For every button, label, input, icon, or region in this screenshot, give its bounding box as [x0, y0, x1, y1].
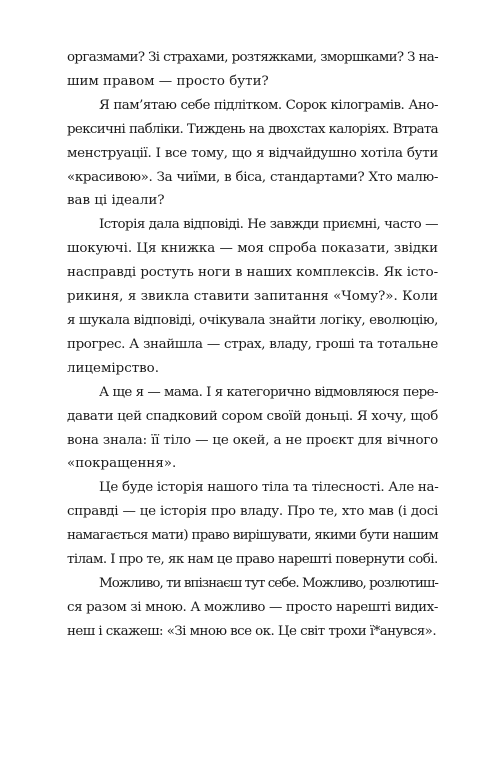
text-line: ся разом зі мною. А можливо — просто нарешті видих- — [67, 599, 438, 615]
text-line: вона знала: її тіло — це окей, а не проєкт для вічного — [67, 432, 438, 448]
text-line: справді — це історія про владу. Про те, хто мав (і досі — [67, 504, 438, 520]
text-line: Можливо, ти впізнаєш тут себе. Можливо, розлютиш- — [99, 575, 438, 591]
text-line: тілам. І про те, як нам це право нарешті повернути собі. — [67, 552, 438, 568]
text-line: «покращення». — [67, 456, 177, 472]
text-line: Історія дала відповіді. Не завжди приємні, часто — — [99, 217, 438, 233]
text-line: шим правом — просто бути? — [67, 73, 269, 89]
text-line: шокуючі. Ця книжка — моя спроба показати, звідки — [67, 241, 438, 257]
text-line: рикиня, я звикла ставити запитання «Чому?». Коли — [67, 289, 438, 305]
text-line: неш і скажеш: «Зі мною все ок. Це світ трохи ї*анувся». — [67, 623, 437, 639]
text-line: А ще я — мама. І я категорично відмовляюся пере- — [99, 384, 438, 400]
text-line: рексичні пабліки. Тиждень на двохстах калоріях. Втрата — [67, 121, 438, 137]
text-line: намагається мати) право вирішувати, якими бути нашим — [67, 528, 438, 544]
text-line: лицемірство. — [67, 360, 160, 376]
text-line: оргазмами? Зі страхами, розтяжками, зморшками? З на- — [67, 50, 438, 65]
text-line: «красивою». За чиїми, в біса, стандартами? Хто малю- — [67, 169, 438, 185]
text-line: давати цей спадковий сором своїй доньці. Я хочу, щоб — [67, 408, 439, 424]
text-line: Я пам’ятаю себе підлітком. Сорок кілограмів. Ано- — [99, 97, 438, 113]
body-text — [67, 46, 438, 644]
text-line: менструації. І все тому, що я відчайдушно хотіла бути — [67, 145, 438, 161]
text-line: вав ці ідеали? — [67, 193, 165, 209]
text-line: насправді ростуть ноги в наших комплексів. Як істо- — [67, 265, 438, 281]
text-line: Це буде історія нашого тіла та тілесності. Але на- — [99, 480, 439, 496]
text-line: я шукала відповіді, очікувала знайти логіку, еволюцію, — [67, 312, 439, 328]
text-line: прогрес. А знайшла — страх, владу, гроші та тотальне — [67, 336, 438, 352]
